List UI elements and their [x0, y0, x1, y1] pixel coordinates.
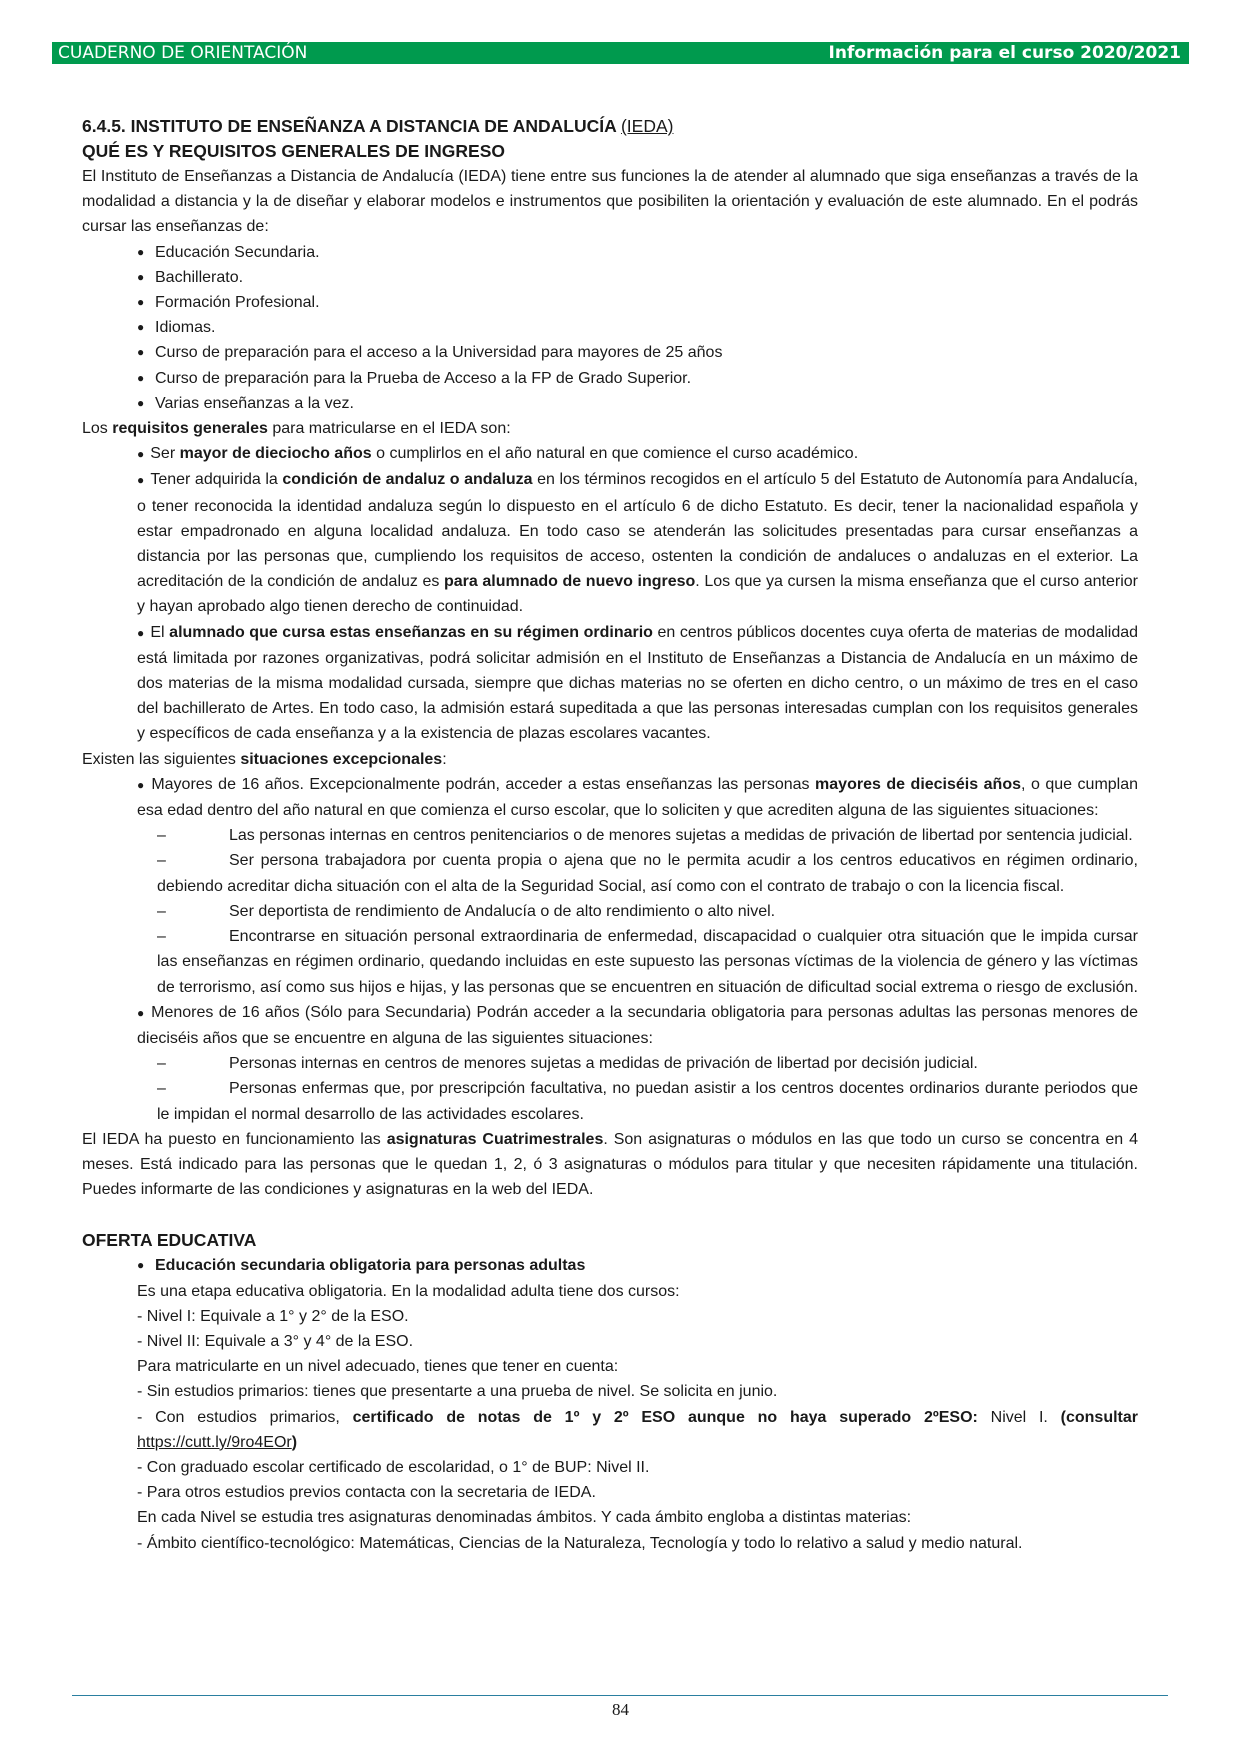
text-bold: alumnado que cursa estas enseñanzas en su régimen ordinario: [169, 623, 653, 641]
bullet-icon: ●: [137, 447, 145, 462]
text-bold: situaciones excepcionales: [240, 750, 443, 768]
header-title: CUADERNO DE ORIENTACIÓN: [58, 43, 308, 63]
bullet-icon: ●: [137, 473, 145, 488]
cutt-link[interactable]: https://cutt.ly/9ro4EOr: [137, 1433, 292, 1451]
text: Las personas internas en centros penitenciarios o de menores sujetas a medidas de privación de libertad por sentencia judicial.: [229, 827, 1133, 845]
text: :: [442, 750, 447, 768]
footer-divider: [72, 1695, 1168, 1696]
exception-over-16: [82, 772, 1138, 823]
section-title: 6.4.5. INSTITUTO DE ENSEÑANZA A DISTANCIA DE ANDALUCÍA: [82, 116, 617, 136]
text-bold: requisitos generales: [112, 420, 268, 438]
bullet-icon: ●: [137, 1005, 146, 1020]
requirement-ordinary: [82, 620, 1138, 747]
list-item: ● Bachillerato.: [137, 265, 1138, 290]
oferta-subtitle: ● Educación secundaria obligatoria para personas adultas: [137, 1253, 1138, 1278]
exception-under-16: [82, 1000, 1138, 1051]
oferta-body: [82, 1279, 1138, 1556]
text: para matricularse en el IEDA son:: [267, 420, 511, 438]
requirements-intro: [82, 416, 1138, 441]
list-item: ● Curso de preparación para la Prueba de Acceso a la FP de Grado Superior.: [137, 366, 1138, 391]
text-line: - Ámbito científico-tecnológico: Matemáticas, Ciencias de la Naturaleza, Tecnología y todo lo relativo a salud y medio natural.: [137, 1534, 1023, 1552]
dash-icon: –: [157, 827, 166, 845]
text-bold: certificado de notas de 1º y 2º ESO aunque no haya superado 2ºESO:: [352, 1408, 978, 1426]
text-line: Para matricularte en un nivel adecuado, tienes que tener en cuenta:: [137, 1358, 619, 1376]
text-line: - Sin estudios primarios: tienes que presentarte a una prueba de nivel. Se solicita en junio.: [137, 1383, 778, 1401]
bullet-icon: ●: [137, 625, 145, 640]
text: Encontrarse en situación personal extraordinaria de enfermedad, discapacidad o cualquier otra situación que le impida cursar las enseñanzas en régimen ordinario, quedando incluidas en este supuesto las personas víctimas de la violencia de género y las víctimas de terrorismo, así como sus hijos e hijas, y las personas que se encuentren en situación de dificultad social extrema o riesgo de exclusión.: [157, 928, 1138, 996]
intro-paragraph: El Instituto de Enseñanzas a Distancia de Andalucía (IEDA) tiene entre sus funciones la de atender al alumnado que siga enseñanzas a través de la modalidad a distancia y la de diseñar y elaborar modelos e instrumentos que posibiliten la orientación y evaluación de este alumnado. En el podrás cursar las enseñanzas de:: [82, 168, 1138, 236]
dash-icon: –: [157, 1080, 166, 1098]
text: El: [150, 623, 170, 641]
text: Tener adquirida la: [150, 471, 283, 489]
dash-icon: –: [157, 928, 166, 946]
text-bold: ): [291, 1433, 298, 1451]
text: , o que cumplan esa edad dentro del año natural en que comienza el curso escolar, que lo soliciten y que acrediten alguna de las siguientes situaciones:: [137, 775, 1139, 820]
text-line: - Nivel II: Equivale a 3° y 4° de la ESO.: [137, 1332, 414, 1350]
document-body: [82, 114, 1138, 1556]
text-bold: condición de andaluz o andaluza: [282, 471, 533, 489]
dash-icon: –: [157, 852, 166, 870]
section-subtitle: QUÉ ES Y REQUISITOS GENERALES DE INGRESO: [82, 141, 506, 161]
list-item: [82, 924, 1138, 1000]
text-line: - Con graduado escolar certificado de escolaridad, o 1° de BUP: Nivel II.: [137, 1458, 650, 1476]
requirement-age: [82, 441, 1138, 467]
text-line: - Nivel I: Equivale a 1° y 2° de la ESO.: [137, 1307, 409, 1325]
text: Menores de 16 años (Sólo para Secundaria) Podrán acceder a la secundaria obligatoria para personas adultas las personas menores de dieciséis años que se encuentre en alguna de las siguientes situaciones:: [137, 1003, 1139, 1047]
list-item: [82, 848, 1138, 898]
text-bold: para alumnado de nuevo ingreso: [444, 573, 696, 591]
text: en los términos recogidos en el artículo 5 del Estatuto de Autonomía para Andalucía, o tener reconocida la identidad andaluza según lo dispuesto en el artículo 6 de dicho Estatuto. Es decir, tener la nacionalidad española y estar empadronado en alguna localidad andaluza. En todo caso se atenderán las solicitudes presentadas para cursar enseñanzas a distancia por las personas que, cumpliendo los requisitos de acceso, ostenten la condición de andaluces o andaluzas en el exterior. La acreditación de la condición de andaluz es: [137, 471, 1138, 591]
text: Nivel I.: [977, 1408, 1061, 1426]
list-item: ● Idiomas.: [137, 315, 1138, 340]
dash-icon: –: [157, 902, 166, 920]
text: o cumplirlos en el año natural en que comience el curso académico.: [371, 445, 859, 463]
requirement-andaluz: [82, 467, 1138, 619]
cuatrimestral-paragraph: [82, 1127, 1138, 1203]
list-item: [82, 899, 1138, 924]
bullet-icon: ●: [137, 777, 146, 792]
text: Existen las siguientes: [82, 750, 241, 768]
list-item: [82, 823, 1138, 848]
dash-icon: –: [157, 1055, 166, 1073]
text: El IEDA ha puesto en funcionamiento las: [82, 1130, 387, 1148]
list-item: ● Varias enseñanzas a la vez.: [137, 391, 1138, 416]
header-course: Información para el curso 2020/2021: [828, 43, 1181, 63]
text: en centros públicos docentes cuya oferta de materias de modalidad está limitada por razones organizativas, podrá solicitar admisión en el Instituto de Enseñanzas a Distancia de Andalucía en un máximo de dos materias de la misma modalidad cursada, siempre que dichas materias no se oferten en dicho centro, o un máximo de tres en el caso del bachillerato de Artes. En todo caso, la admisión estará supeditada a que las personas interesadas cumplan con los requisitos generales y específicos de cada enseñanza y a la existencia de plazas escolares vacantes.: [137, 623, 1139, 743]
ieda-link[interactable]: (IEDA): [620, 116, 674, 136]
text: Ser: [150, 445, 180, 463]
text-bold: mayores de dieciséis años: [815, 775, 1021, 793]
text: Ser persona trabajadora por cuenta propia o ajena que no le permita acudir a los centros educativos en régimen ordinario, debiendo acreditar dicha situación con el alta de la Seguridad Social, así como con el contrato de trabajo o con la licencia fiscal.: [157, 852, 1138, 895]
header-bar: [52, 42, 1189, 64]
text-line: Es una etapa educativa obligatoria. En la modalidad adulta tiene dos cursos:: [137, 1282, 680, 1300]
text: Ser deportista de rendimiento de Andalucía o de alto rendimiento o alto nivel.: [229, 902, 776, 920]
text: Mayores de 16 años. Excepcionalmente podrán, acceder a estas enseñanzas las personas: [151, 775, 816, 793]
exceptions-intro: [82, 747, 1138, 772]
oferta-list: [82, 1253, 1138, 1278]
section-heading: [82, 114, 1138, 139]
text: . Los que ya cursen la misma enseñanza que el curso anterior y hayan aprobado algo tienen derecho de continuidad.: [137, 573, 1139, 616]
text: . Son asignaturas o módulos en las que todo un curso se concentra en 4 meses. Está indicado para las personas que le quedan 1, 2, ó 3 asignaturas o módulos para titular y que necesiten rápidamente una titulación. Puedes informarte de las condiciones y asignaturas en la web del IEDA.: [82, 1130, 1139, 1199]
spacer: [82, 1202, 1138, 1228]
list-item: ● Curso de preparación para el acceso a la Universidad para mayores de 25 años: [137, 340, 1138, 365]
text-line: - Para otros estudios previos contacta con la secretaria de IEDA.: [137, 1484, 596, 1502]
text-bold: (consultar: [1060, 1408, 1138, 1426]
text: - Con estudios primarios,: [137, 1408, 353, 1426]
list-item: [82, 1051, 1138, 1076]
text: Los: [82, 420, 113, 438]
oferta-title: OFERTA EDUCATIVA: [82, 1230, 257, 1251]
text: Personas enfermas que, por prescripción facultativa, no puedan asistir a los centros docentes ordinarios durante periodos que le impidan el normal desarrollo de las actividades escolares.: [157, 1080, 1138, 1123]
list-item: ● Educación Secundaria.: [137, 240, 1138, 265]
text-bold: mayor de dieciocho años: [179, 445, 372, 463]
list-item: ● Formación Profesional.: [137, 290, 1138, 315]
text: Personas internas en centros de menores sujetas a medidas de privación de libertad por decisión judicial.: [229, 1055, 978, 1073]
courses-list: [82, 240, 1138, 416]
text-line: [137, 1405, 1138, 1455]
text-line: En cada Nivel se estudia tres asignaturas denominadas ámbitos. Y cada ámbito engloba a distintas materias:: [137, 1509, 912, 1527]
list-item: [82, 1076, 1138, 1126]
text-bold: asignaturas Cuatrimestrales: [386, 1130, 604, 1148]
page-number: 84: [612, 1700, 629, 1719]
